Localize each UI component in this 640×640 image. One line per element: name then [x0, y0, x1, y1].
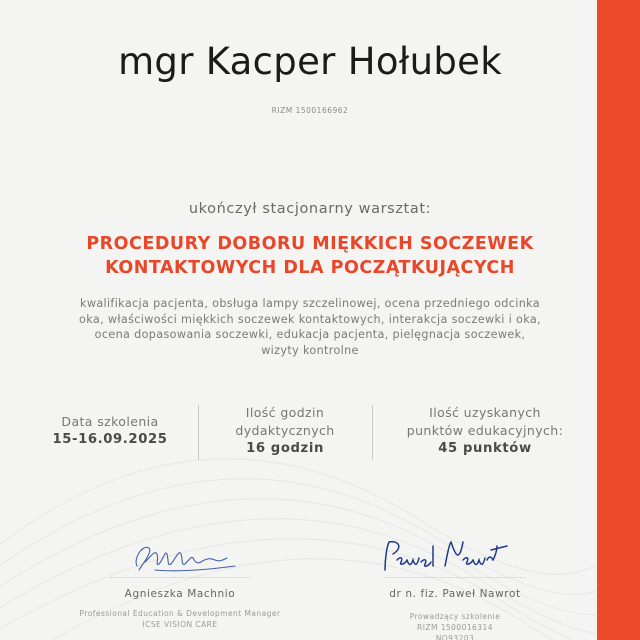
course-description — [40, 296, 580, 358]
hours-label: dydaktycznych — [235, 423, 335, 438]
signer-role-line: Prowadzący szkolenie — [409, 612, 501, 621]
signer-role-line: ICSE VISION CARE — [142, 620, 218, 629]
divider — [372, 405, 373, 460]
description-line: wizyty kontrolne — [261, 343, 359, 357]
points-label: Ilość uzyskanych — [429, 405, 541, 420]
signer-role-line: Professional Education & Development Manager — [79, 609, 281, 618]
signer-role-left — [45, 608, 315, 630]
date-label: Data szkolenia — [61, 414, 159, 429]
signature-line — [110, 577, 250, 578]
training-hours — [210, 404, 360, 458]
hours-value: 16 godzin — [246, 441, 324, 456]
recipient-name: mgr Kacper Hołubek — [118, 40, 502, 83]
divider — [198, 405, 199, 460]
description-line: ocena dopasowania soczewki, edukacja pacjenta, pielęgnacja soczewek, — [94, 328, 526, 341]
signer-role-line: RIZM 1500016314 — [417, 623, 493, 632]
signer-role-right — [355, 611, 555, 640]
signer-name-left: Agnieszka Machnio — [124, 588, 236, 600]
hours-label: Ilość godzin — [245, 405, 325, 420]
signature-line — [385, 577, 525, 578]
completion-statement: ukończył stacjonarny warsztat: — [188, 201, 432, 217]
education-points — [385, 404, 585, 458]
course-title-line: KONTAKTOWYCH DLA POCZĄTKUJĄCYCH — [105, 257, 515, 278]
course-title — [0, 233, 620, 280]
points-label: punktów edukacyjnych: — [406, 423, 564, 438]
training-date — [30, 413, 190, 449]
signature-right — [375, 536, 515, 576]
signer-name-right: dr n. fiz. Paweł Nawrot — [389, 588, 521, 600]
recipient-rizm: RIZM 1500166962 — [271, 106, 349, 115]
red-side-stripe — [597, 0, 640, 640]
course-title-line: PROCEDURY DOBORU MIĘKKICH SOCZEWEK — [86, 234, 534, 254]
description-line: oka, właściwości miękkich soczewek kontaktowych, interakcja soczewki i oka, — [79, 312, 541, 326]
signer-role-line: NO93203 — [435, 634, 475, 640]
points-value: 45 punktów — [438, 441, 532, 456]
date-value: 15-16.09.2025 — [52, 432, 168, 447]
description-line: kwalifikacja pacjenta, obsługa lampy szczelinowej, ocena przedniego odcinka — [79, 297, 541, 310]
signature-left — [115, 536, 255, 576]
